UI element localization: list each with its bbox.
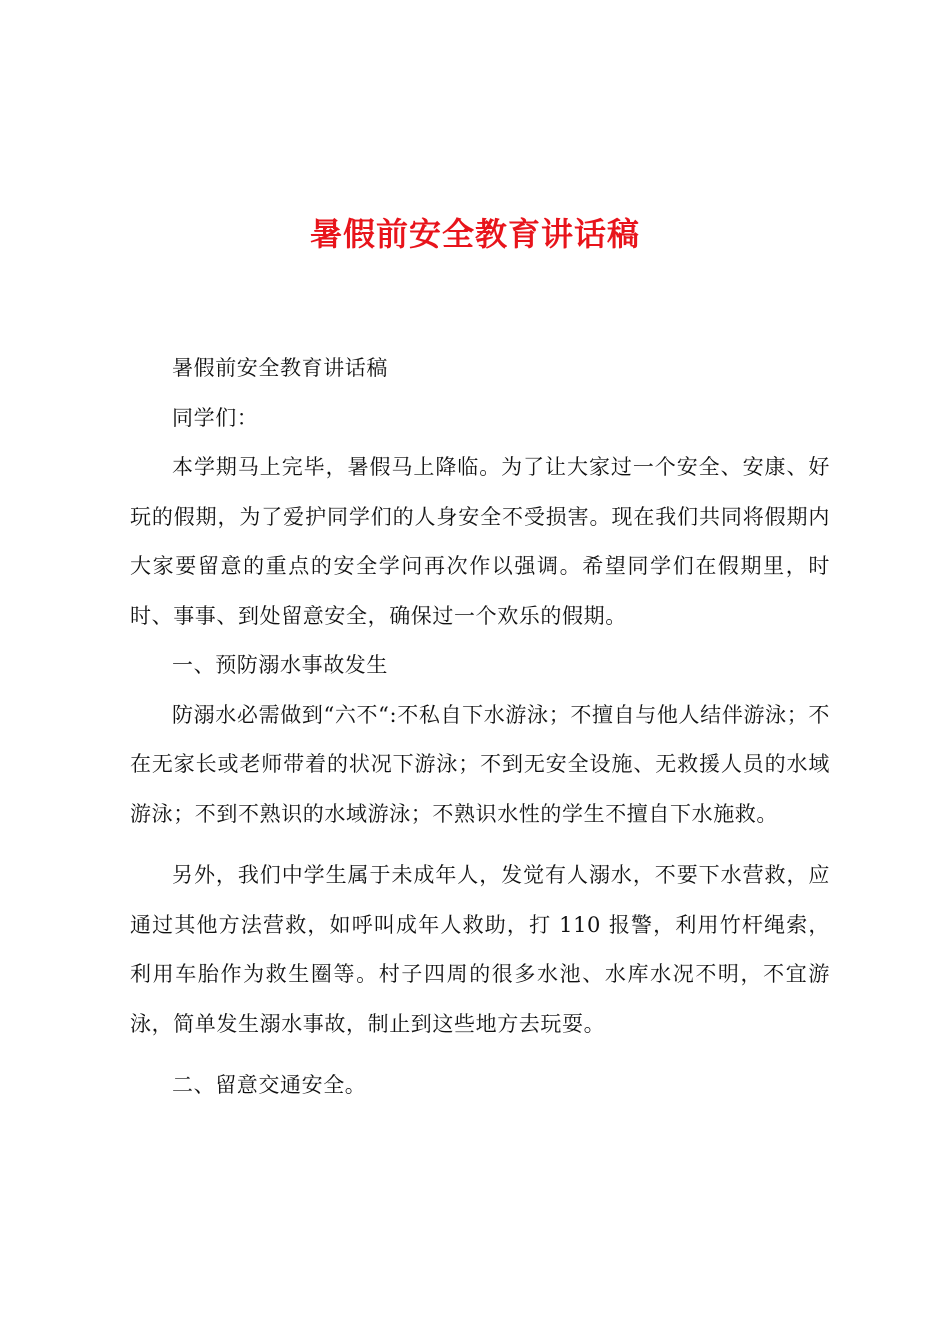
section-heading-traffic: 二、留意交通安全。	[172, 1073, 367, 1097]
section-heading-drowning: 一、预防溺水事故发生	[172, 653, 388, 677]
paragraph-six-rules: 防溺水必需做到“六不“:不私自下水游泳；不擅自与他人结伴游泳；不在无家长或老师带着的状况下游泳；不到无安全设施、无救援人员的水域游泳；不到不熟识的水域游泳；不熟识水性的学生不擅自下水施救。	[130, 702, 830, 826]
document-body	[130, 344, 830, 1111]
paragraph-intro: 本学期马上完毕，暑假马上降临。为了让大家过一个安全、安康、好玩的假期，为了爱护同学们的人身安全不受损害。现在我们共同将假期内大家要留意的重点的安全学问再次作以强调。希望同学们在假期里，时时、事事、到处留意安全，确保过一个欢乐的假期。	[130, 455, 830, 628]
paragraph-greeting: 同学们：	[172, 405, 259, 430]
document-title: 暑假前安全教育讲话稿	[309, 215, 640, 253]
paragraph-heading: 暑假前安全教育讲话稿	[172, 356, 388, 380]
paragraph-rescue: 另外，我们中学生属于未成年人，发觉有人溺水，不要下水营救，应通过其他方法营救，如呼叫成年人救助，打 110 报警，利用竹杆绳索，利用车胎作为救生圈等。村子四周的很多水池、水库水况不明，不宜游泳，简单发生溺水事故，制止到这些地方去玩耍。	[130, 863, 830, 1036]
